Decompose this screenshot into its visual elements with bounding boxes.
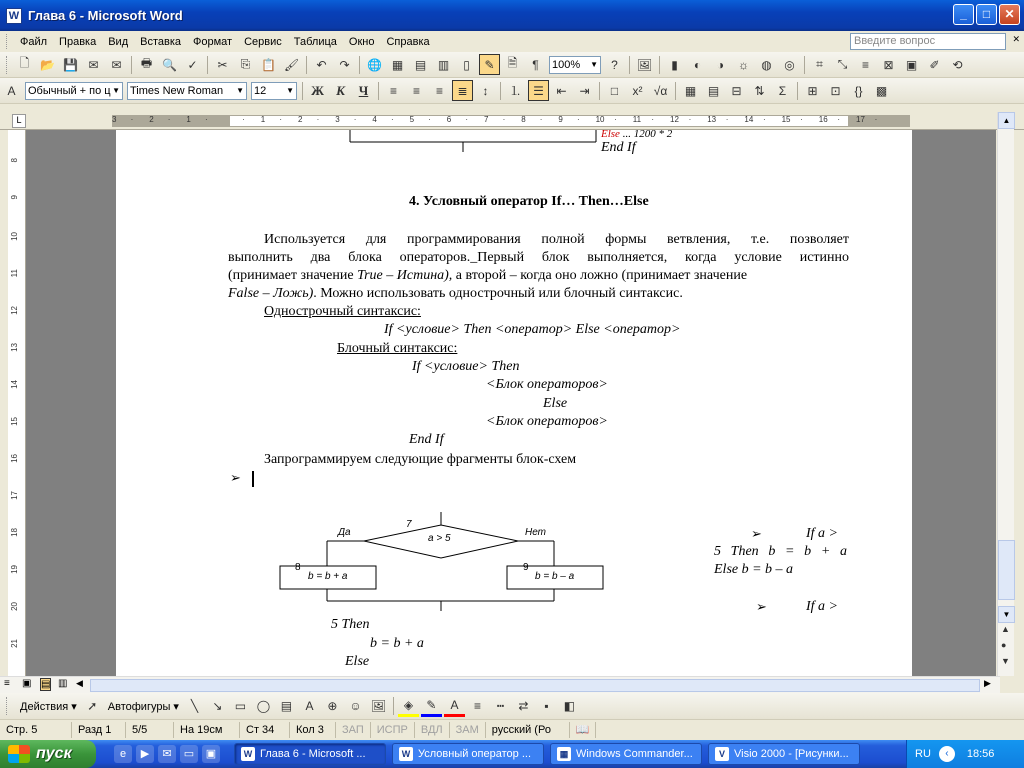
- spelling-status-icon[interactable]: 📖: [570, 722, 597, 738]
- right1-if: If a >: [806, 526, 838, 541]
- vruler-label: 20: [10, 602, 19, 611]
- ruler-label: ·: [502, 115, 506, 124]
- drawing-toolbar: [0, 693, 1024, 720]
- flow-box-8: b = b + a: [308, 571, 348, 582]
- standard-toolbar: [0, 52, 1024, 78]
- paragraph-line-2: выполнить два блока операторов._Первый блок выполняется, когда условие истинно: [228, 250, 849, 265]
- format-picture-icon[interactable]: ✐: [929, 57, 940, 72]
- menu-format[interactable]: Формат: [193, 35, 233, 48]
- ruler-label: 6: [446, 115, 452, 124]
- split-icon[interactable]: ⊞: [807, 83, 818, 98]
- vruler-label: 10: [10, 232, 19, 241]
- bullet-icon: ➢: [756, 599, 767, 614]
- textbox-icon[interactable]: ▤: [280, 699, 293, 713]
- ruler-label: 16: [818, 115, 828, 124]
- menu-insert[interactable]: Вставка: [140, 35, 182, 48]
- vruler-label: 17: [10, 491, 19, 500]
- email-icon[interactable]: ✉: [111, 57, 122, 72]
- tray-arrow-icon[interactable]: ‹: [939, 746, 955, 762]
- word-app-icon[interactable]: W: [6, 8, 22, 24]
- ruler-label: ·: [800, 115, 803, 124]
- ruler-label: ·: [539, 115, 543, 124]
- toolbar-grip[interactable]: [6, 56, 10, 74]
- redo-icon[interactable]: ↷: [339, 57, 350, 72]
- scroll-up-button[interactable]: ▲: [998, 112, 1015, 129]
- menu-view[interactable]: Вид: [108, 35, 129, 48]
- insert-excel-icon[interactable]: ▥: [437, 57, 450, 72]
- borders-icon[interactable]: □: [610, 83, 619, 98]
- task-windows-commander[interactable]: ▦ Windows Commander...: [550, 743, 702, 765]
- ruler-label: 1: [186, 115, 191, 124]
- system-tray: [906, 740, 1024, 768]
- reset-picture-icon[interactable]: ⟲: [952, 57, 963, 72]
- picture-icon[interactable]: 🖼: [636, 57, 653, 72]
- diagram-icon[interactable]: ⊕: [327, 699, 338, 713]
- print-preview-icon[interactable]: 🔍: [162, 57, 177, 72]
- scroll-right-button[interactable]: ▶: [984, 678, 991, 688]
- block-endif: End If: [409, 432, 444, 447]
- bullet-icon: ➢: [751, 526, 762, 541]
- vruler-label: 14: [10, 380, 19, 389]
- status-col: Кол 3: [290, 722, 336, 738]
- block-if: If <условие> Then: [412, 359, 520, 374]
- close-button[interactable]: ✕: [999, 4, 1020, 25]
- prev-page-icon[interactable]: ▲: [1001, 624, 1010, 634]
- document-canvas[interactable]: [26, 130, 996, 676]
- ruler-label: 8: [521, 115, 526, 124]
- align-left-icon[interactable]: ≡: [389, 83, 397, 98]
- status-language: русский (Ро: [486, 722, 570, 738]
- status-pages: 5/5: [126, 722, 174, 738]
- ruler-label: ·: [391, 115, 394, 124]
- ruler-label: 2: [149, 115, 154, 124]
- media-player-icon[interactable]: ▶: [136, 745, 154, 763]
- status-at: На 19см: [174, 722, 240, 738]
- ruler-label: ·: [688, 115, 692, 124]
- flow-condition: a > 5: [428, 533, 451, 544]
- open-icon[interactable]: 📂: [40, 57, 55, 72]
- compress-icon[interactable]: ⊠: [883, 57, 894, 72]
- align-right-icon[interactable]: ≡: [435, 83, 443, 98]
- flow-node-8-number: 8: [295, 562, 301, 573]
- tab-selector[interactable]: L: [12, 114, 26, 128]
- flow-box-9: b = b – a: [535, 571, 575, 582]
- contrast-icon[interactable]: ◎: [784, 57, 795, 72]
- ruler-label: ·: [130, 115, 134, 124]
- print-view-icon[interactable]: ▤: [41, 679, 51, 690]
- window-title: Глава 6 - Microsoft Word: [28, 8, 183, 23]
- ruler-label: 3: [112, 115, 117, 124]
- show-hide-icon[interactable]: ¶: [532, 57, 539, 72]
- ruler-label: 4: [372, 115, 377, 124]
- insert-picture-icon[interactable]: 🖼: [370, 699, 387, 713]
- font-color-icon[interactable]: A: [444, 696, 465, 717]
- menu-tools[interactable]: Сервис: [244, 35, 282, 48]
- ie-icon[interactable]: e: [114, 745, 132, 763]
- clock: 18:56: [966, 748, 995, 760]
- arrow-style-icon[interactable]: ⇄: [518, 699, 529, 713]
- delete-table-icon[interactable]: ⊟: [731, 83, 742, 98]
- scroll-down-button[interactable]: ▼: [998, 606, 1015, 623]
- ruler-label: 15: [781, 115, 791, 124]
- horizontal-scrollbar[interactable]: [0, 676, 1000, 693]
- menu-help[interactable]: Справка: [386, 35, 430, 48]
- scroll-thumb[interactable]: [998, 540, 1015, 600]
- ruler-label: ·: [577, 115, 580, 124]
- ruler-ticks: [112, 115, 910, 127]
- drawing-icon[interactable]: ✎: [479, 54, 500, 75]
- document-page[interactable]: [116, 130, 912, 676]
- block-else: Else: [543, 396, 568, 411]
- ruler-label: ·: [242, 115, 245, 124]
- vruler-label: 16: [10, 454, 19, 463]
- bottom-else: Else: [345, 654, 370, 669]
- ruler-label: ·: [837, 115, 841, 124]
- menu-file[interactable]: Файл: [20, 35, 48, 48]
- task-word-chapter[interactable]: W Глава 6 - Microsoft ...: [234, 743, 386, 765]
- dash-style-icon[interactable]: ┅: [496, 699, 505, 713]
- top-endif: End If: [601, 140, 636, 155]
- ruler-label: ·: [763, 115, 766, 124]
- menu-table[interactable]: Таблица: [293, 35, 337, 48]
- single-syntax-label: Однострочный синтаксис:: [264, 304, 421, 319]
- vruler-label: 9: [10, 195, 19, 200]
- format-painter-icon[interactable]: 🖌: [283, 57, 300, 72]
- chart-icon[interactable]: ▮: [671, 57, 678, 72]
- ruler-label: ·: [651, 115, 655, 124]
- right1-then: 5 Then b = b + a: [714, 544, 847, 559]
- bullet-icon: ➢: [230, 470, 241, 485]
- scroll-left-button[interactable]: ◀: [76, 678, 83, 688]
- align-center-icon[interactable]: ≡: [412, 83, 420, 98]
- block-syntax-label: Блочный синтаксис:: [337, 341, 458, 356]
- flow-node-7-number: 7: [406, 519, 412, 530]
- ruler-label: 17: [856, 115, 865, 124]
- bullets-icon[interactable]: ☰: [528, 80, 549, 101]
- taskbar: [0, 740, 1024, 768]
- 3d-icon[interactable]: ◧: [563, 699, 576, 713]
- status-rec[interactable]: ЗАП: [336, 722, 371, 738]
- menu-edit[interactable]: Правка: [59, 35, 97, 48]
- task-visio[interactable]: V Visio 2000 - [Рисунки...: [708, 743, 860, 765]
- table-icon[interactable]: ▤: [707, 83, 720, 98]
- task-line: Запрограммируем следующие фрагменты блок-схем: [264, 452, 577, 467]
- ruler-label: 2: [298, 115, 303, 124]
- minimize-button[interactable]: _: [953, 4, 974, 25]
- italic-button[interactable]: К: [336, 82, 345, 98]
- paragraph-line-3: (принимает значение True – Истина), а второй – когда оно ложно (принимает значение: [228, 268, 748, 283]
- title-bar: [0, 0, 1024, 31]
- decrease-indent-icon[interactable]: ⇤: [556, 83, 567, 98]
- ruler-label: ·: [465, 115, 469, 124]
- copy-icon[interactable]: ⎘: [240, 57, 251, 71]
- vertical-ruler[interactable]: [8, 130, 26, 676]
- status-ovr[interactable]: ЗАМ: [450, 722, 486, 738]
- close-doc-icon[interactable]: ✕: [1012, 34, 1020, 44]
- ruler-label: ·: [316, 115, 320, 124]
- style-select[interactable]: Обычный + по ц ▼: [25, 82, 123, 100]
- status-page: Стр. 5: [0, 722, 72, 738]
- browse-object-icon[interactable]: ●: [1001, 640, 1007, 650]
- ruler-label: 12: [670, 115, 679, 124]
- spelling-icon[interactable]: ✓: [187, 57, 198, 72]
- normal-view-icon[interactable]: ≡: [4, 678, 10, 689]
- oval-icon[interactable]: ◯: [256, 699, 271, 713]
- flow-no-label: Нет: [525, 527, 547, 538]
- start-button[interactable]: пуск: [0, 740, 96, 768]
- reading-view-icon[interactable]: ▥: [58, 678, 68, 689]
- equation-icon[interactable]: √α: [653, 83, 668, 98]
- ruler-label: ·: [428, 115, 431, 124]
- flow-node-9-number: 9: [523, 562, 529, 573]
- help-icon[interactable]: ?: [611, 57, 618, 72]
- horizontal-ruler[interactable]: [0, 112, 1024, 130]
- object-icon[interactable]: ☼: [738, 57, 749, 72]
- maximize-button[interactable]: □: [976, 4, 997, 25]
- menu-window[interactable]: Окно: [348, 35, 375, 48]
- ruler-label: ·: [167, 115, 171, 124]
- ruler-label: ·: [353, 115, 357, 124]
- ruler-label: ·: [874, 115, 878, 124]
- paragraph-line-1: Используется для программирования полной формы ветвления, т.е. позволяет: [264, 232, 849, 247]
- distribute-icon[interactable]: ◑: [716, 57, 725, 72]
- quick-launch-icon[interactable]: ▣: [202, 745, 220, 763]
- line-color-icon[interactable]: ✎: [421, 696, 442, 717]
- styles-formatting-icon[interactable]: A: [7, 83, 16, 98]
- increase-indent-icon[interactable]: ⇥: [579, 83, 590, 98]
- status-trk[interactable]: ИСПР: [371, 722, 415, 738]
- hscroll-thumb[interactable]: [90, 679, 980, 692]
- bold-button[interactable]: Ж: [311, 82, 324, 98]
- outlook-icon[interactable]: ✉: [158, 745, 176, 763]
- cut-icon[interactable]: ✂: [217, 57, 228, 72]
- ruler-label: ·: [725, 115, 729, 124]
- windows-logo-icon: [8, 745, 30, 763]
- vertical-scrollbar[interactable]: [997, 112, 1014, 676]
- vruler-label: 11: [10, 269, 19, 278]
- toolbar-grip[interactable]: [6, 34, 10, 49]
- document-map-icon[interactable]: 🗎: [507, 56, 518, 70]
- underline-button[interactable]: Ч: [358, 82, 369, 98]
- ruler-label: 10: [595, 115, 605, 124]
- vruler-label: 18: [10, 528, 19, 537]
- line-style-icon[interactable]: ≡: [861, 57, 869, 72]
- status-bar: [0, 720, 1024, 740]
- ruler-label: 3: [335, 115, 340, 124]
- actions-menu[interactable]: Действия ▾: [20, 700, 77, 713]
- block-ops-1: <Блок операторов>: [486, 377, 608, 392]
- justify-icon[interactable]: ≣: [452, 80, 473, 101]
- bottom-then: 5 Then: [331, 617, 370, 632]
- vruler-label: 15: [10, 417, 19, 426]
- page-graphics: [116, 130, 912, 676]
- grid-icon[interactable]: ▩: [875, 83, 888, 98]
- ask-question-input[interactable]: Введите вопрос: [850, 33, 1006, 50]
- right2-if: If a >: [806, 599, 838, 614]
- text-wrap-icon[interactable]: ▣: [905, 57, 918, 72]
- block-ops-2: <Блок операторов>: [486, 414, 608, 429]
- ruler-label: 9: [558, 115, 563, 124]
- wordart-icon[interactable]: A: [305, 699, 314, 713]
- web-view-icon[interactable]: ▣: [22, 678, 32, 689]
- ruler-label: 13: [707, 115, 717, 124]
- section-heading: 4. Условный оператор If… Then…Else: [409, 194, 649, 209]
- line-style-icon[interactable]: ≡: [473, 699, 481, 713]
- superscript-icon[interactable]: x²: [632, 83, 643, 98]
- vruler-label: 13: [10, 343, 19, 352]
- status-section: Разд 1: [72, 722, 126, 738]
- crop-icon[interactable]: ⌗: [816, 57, 823, 71]
- status-line: Ст 34: [240, 722, 290, 738]
- language-indicator[interactable]: RU: [915, 748, 931, 760]
- rectangle-icon[interactable]: ▭: [234, 699, 247, 713]
- ruler-label: 7: [484, 115, 489, 124]
- permission-icon[interactable]: ✉: [88, 57, 99, 72]
- fill-color-icon[interactable]: ◈: [398, 696, 419, 717]
- numbering-icon[interactable]: ⒈: [509, 84, 522, 98]
- new-document-icon[interactable]: 🗋: [19, 56, 30, 70]
- vruler-label: 21: [10, 639, 19, 648]
- print-icon[interactable]: 🖶: [140, 56, 153, 70]
- ruler-label: 14: [744, 115, 754, 124]
- font-select[interactable]: Times New Roman ▼: [127, 82, 247, 100]
- columns-icon[interactable]: ▯: [463, 57, 470, 72]
- save-icon[interactable]: 💾: [63, 57, 78, 72]
- insert-frame-icon[interactable]: ▦: [684, 83, 697, 98]
- zoom-select[interactable]: 100% ▼: [549, 56, 601, 74]
- shadow-icon[interactable]: ▪: [544, 699, 549, 713]
- arrow-icon[interactable]: ↘: [212, 699, 223, 713]
- toolbar-grip[interactable]: [6, 697, 10, 715]
- right1-else: Else b = b – a: [714, 562, 794, 577]
- sum-icon[interactable]: Σ: [778, 83, 787, 98]
- single-syntax: If <условие> Then <оператор> Else <оператор>: [384, 322, 681, 337]
- formatting-toolbar: [0, 78, 1024, 104]
- rotate-icon[interactable]: ⤡: [837, 57, 848, 71]
- folder-icon[interactable]: ▭: [180, 745, 198, 763]
- top-else-fragment: Else ... 1200 * 2: [601, 130, 673, 140]
- flow-yes-label: Да: [338, 527, 351, 538]
- ruler-label: 1: [260, 115, 266, 124]
- clipart-icon[interactable]: ☺: [349, 699, 362, 713]
- sort-icon[interactable]: ⇅: [754, 83, 765, 98]
- font-size-select[interactable]: 12 ▼: [251, 82, 297, 100]
- select-objects-icon[interactable]: ➚: [87, 699, 98, 713]
- next-page-icon[interactable]: ▼: [1001, 656, 1010, 666]
- ruler-label: 5: [409, 115, 415, 124]
- field-icon[interactable]: {}: [854, 83, 863, 98]
- vruler-label: 12: [10, 306, 19, 315]
- task-word-conditional[interactable]: W Условный оператор ...: [392, 743, 544, 765]
- tables-borders-icon[interactable]: ▦: [391, 57, 404, 72]
- hyperlink-icon[interactable]: 🌐: [367, 57, 382, 72]
- vruler-label: 19: [10, 565, 19, 574]
- paste-icon[interactable]: 📋: [261, 57, 276, 72]
- ruler-label: 11: [632, 115, 642, 124]
- ruler-label: ·: [614, 115, 617, 124]
- undo-icon[interactable]: ↶: [316, 57, 327, 72]
- bottom-assign: b = b + a: [370, 636, 424, 651]
- paragraph-line-4: False – Ложь). Можно использовать однострочный или блочный синтаксис.: [228, 286, 683, 301]
- vruler-label: 8: [10, 158, 19, 163]
- insert-table-icon[interactable]: ▤: [414, 57, 427, 72]
- line-spacing-icon[interactable]: ↕: [482, 83, 489, 98]
- ruler-label: ·: [205, 115, 208, 124]
- ruler-label: ·: [279, 115, 283, 124]
- menu-bar: [0, 31, 1024, 52]
- align-icon[interactable]: ◐: [693, 57, 702, 72]
- autoshapes-menu[interactable]: Автофигуры ▾: [107, 700, 179, 713]
- line-icon[interactable]: ╲: [190, 699, 199, 713]
- merge-icon[interactable]: ⊡: [830, 83, 841, 98]
- image-control-icon[interactable]: ◍: [761, 57, 772, 72]
- status-ext[interactable]: ВДЛ: [415, 722, 450, 738]
